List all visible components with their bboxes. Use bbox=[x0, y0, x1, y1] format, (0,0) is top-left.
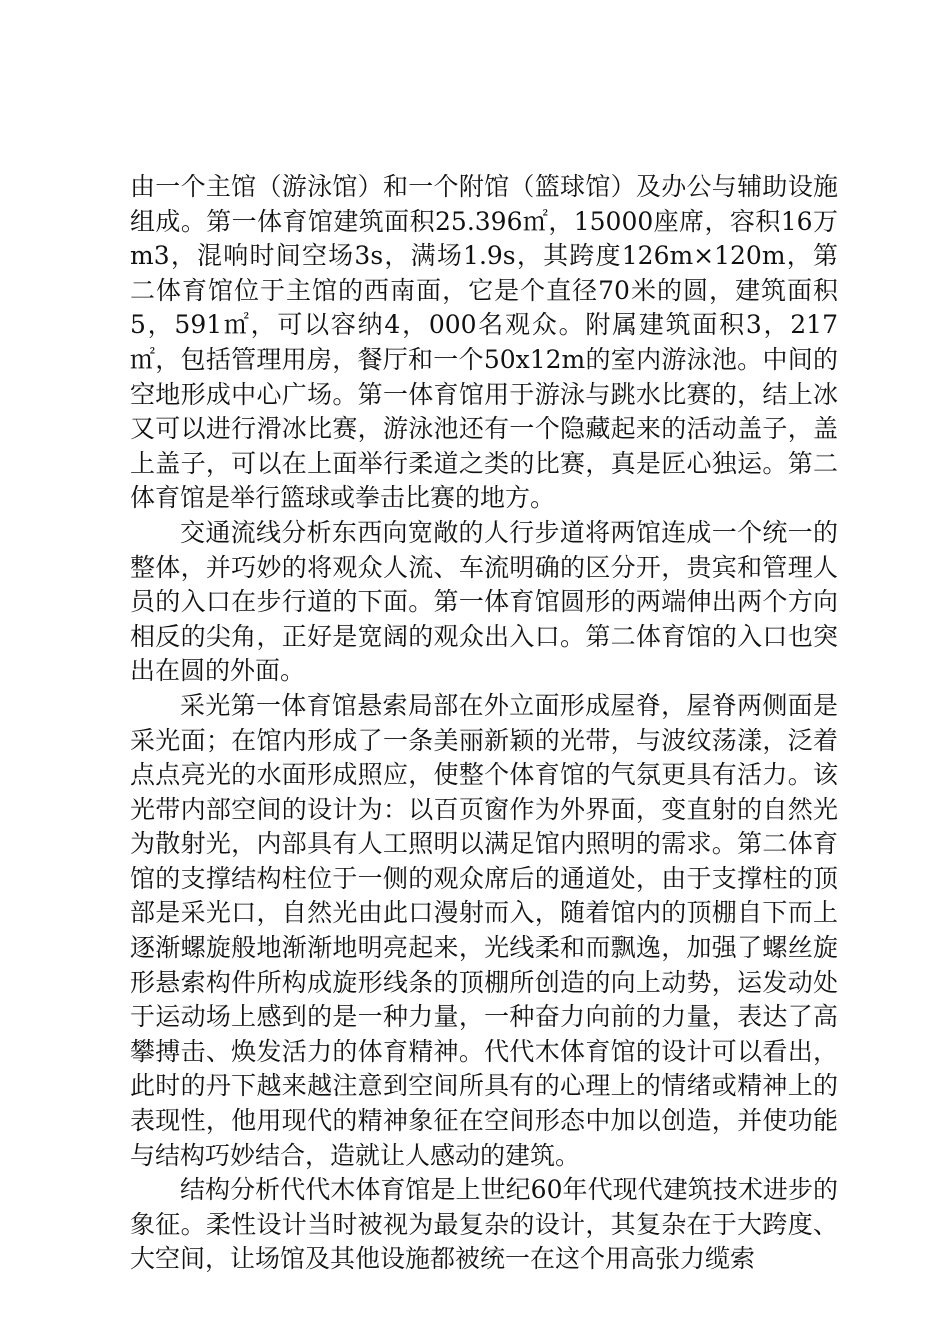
document-body bbox=[130, 170, 838, 1277]
paragraph-venue-overview: 由一个主馆（游泳馆）和一个附馆（篮球馆）及办公与辅助设施组成。第一体育馆建筑面积25.396㎡，15000座席，容积16万m3，混响时间空场3s，满场1.9s，其跨度126m×120m，第二体育馆位于主馆的西南面，它是个直径70米的圆，建筑面积5，591㎡，可以容纳4，000名观众。附属建筑面积3，217㎡，包括管理用房，餐厅和一个50x12m的室内游泳池。中间的空地形成中心广场。第一体育馆用于游泳与跳水比赛的，结上冰又可以进行滑冰比赛，游泳池还有一个隐藏起来的活动盖子，盖上盖子，可以在上面举行柔道之类的比赛，真是匠心独运。第二体育馆是举行篮球或拳击比赛的地方。 bbox=[130, 172, 838, 513]
paragraph-lighting-analysis: 采光第一体育馆悬索局部在外立面形成屋脊，屋脊两侧面是采光面；在馆内形成了一条美丽新颖的光带，与波纹荡漾，泛着点点亮光的水面形成照应，使整个体育馆的气氛更具有活力。该光带内部空间的设计为：以百页窗作为外界面，变直射的自然光为散射光，内部具有人工照明以满足馆内照明的需求。第二体育馆的支撑结构柱位于一侧的观众席后的通道处，由于支撑柱的顶部是采光口，自然光由此口漫射而入，随着馆内的顶棚自下而上逐渐螺旋般地渐渐地明亮起来，光线柔和而飘逸，加强了螺丝旋形悬索构件所构成旋形线条的顶棚所创造的向上动势，运发动处于运动场上感到的是一种力量，一种奋力向前的力量，表达了高攀搏击、焕发活力的体育精神。代代木体育馆的设计可以看出，此时的丹下越来越注意到空间所具有的心理上的情绪或精神上的表现性，他用现代的精神象征在空间形态中加以创造，并使功能与结构巧妙结合，造就让人感动的建筑。 bbox=[130, 690, 838, 1170]
paragraph-circulation-analysis: 交通流线分析东西向宽敞的人行步道将两馆连成一个统一的整体，并巧妙的将观众人流、车流明确的区分开，贵宾和管理人员的入口在步行道的下面。第一体育馆圆形的两端伸出两个方向相反的尖角，正好是宽阔的观众出入口。第二体育馆的入口也突出在圆的外面。 bbox=[130, 517, 838, 686]
paragraph-structure-analysis: 结构分析代代木体育馆是上世纪60年代现代建筑技术进步的象征。柔性设计当时被视为最复杂的设计，其复杂在于大跨度、大空间，让场馆及其他设施都被统一在这个用高张力缆索 bbox=[130, 1175, 838, 1274]
